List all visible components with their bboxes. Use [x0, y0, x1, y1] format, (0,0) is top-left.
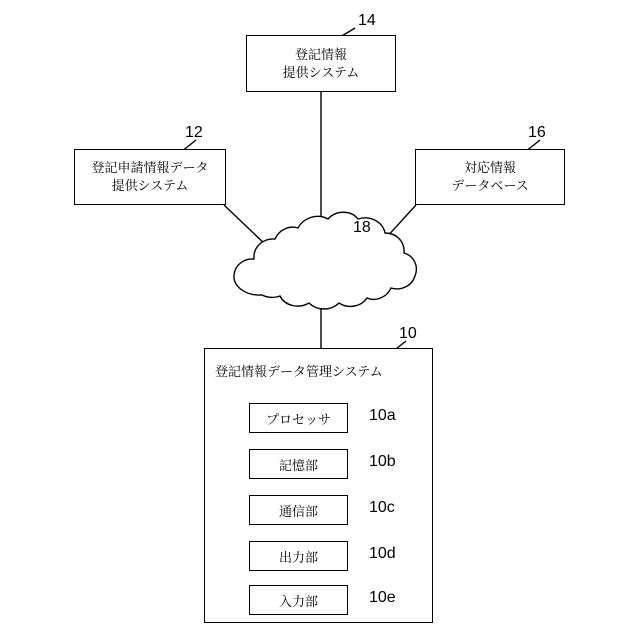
unit-processor — [249, 403, 348, 433]
unit-storage-label: 記憶部 — [278, 457, 318, 473]
ref-label-10: 10 — [399, 325, 417, 342]
ref-label-18: 18 — [353, 219, 371, 236]
ref-label-10a: 10a — [369, 407, 396, 424]
node-correspondence-database — [415, 149, 565, 205]
node-application-data-system-line2: 提供システム — [111, 178, 189, 193]
node-registry-info-system-line2: 提供システム — [282, 64, 360, 80]
unit-communication — [249, 495, 348, 525]
node-registry-info-system-line1: 登記情報 — [294, 46, 347, 62]
node-application-data-system-line1: 登記申請情報データ — [91, 160, 209, 176]
node-management-system — [204, 348, 433, 623]
unit-input-label: 入力部 — [278, 593, 318, 609]
node-registry-info-system — [246, 35, 396, 92]
ref-label-14: 14 — [358, 12, 376, 29]
node-correspondence-database-line2: データベース — [451, 178, 529, 193]
ref-label-10d: 10d — [369, 545, 396, 562]
unit-output-label: 出力部 — [278, 549, 318, 565]
management-system-title: 登記情報データ管理システム — [215, 364, 383, 379]
ref-label-12: 12 — [185, 124, 203, 141]
unit-output — [249, 541, 348, 571]
network-cloud-shape — [234, 212, 416, 309]
ref-label-10b: 10b — [369, 453, 396, 470]
unit-communication-label: 通信部 — [278, 503, 318, 519]
node-correspondence-database-line1: 対応情報 — [463, 160, 516, 176]
ref-label-10c: 10c — [369, 499, 395, 516]
ref-label-10e: 10e — [369, 589, 396, 606]
unit-processor-label: プロセッサ — [265, 411, 331, 427]
unit-input — [249, 585, 348, 615]
unit-storage — [249, 449, 348, 479]
node-application-data-system — [74, 149, 226, 205]
ref-label-16: 16 — [528, 124, 546, 141]
